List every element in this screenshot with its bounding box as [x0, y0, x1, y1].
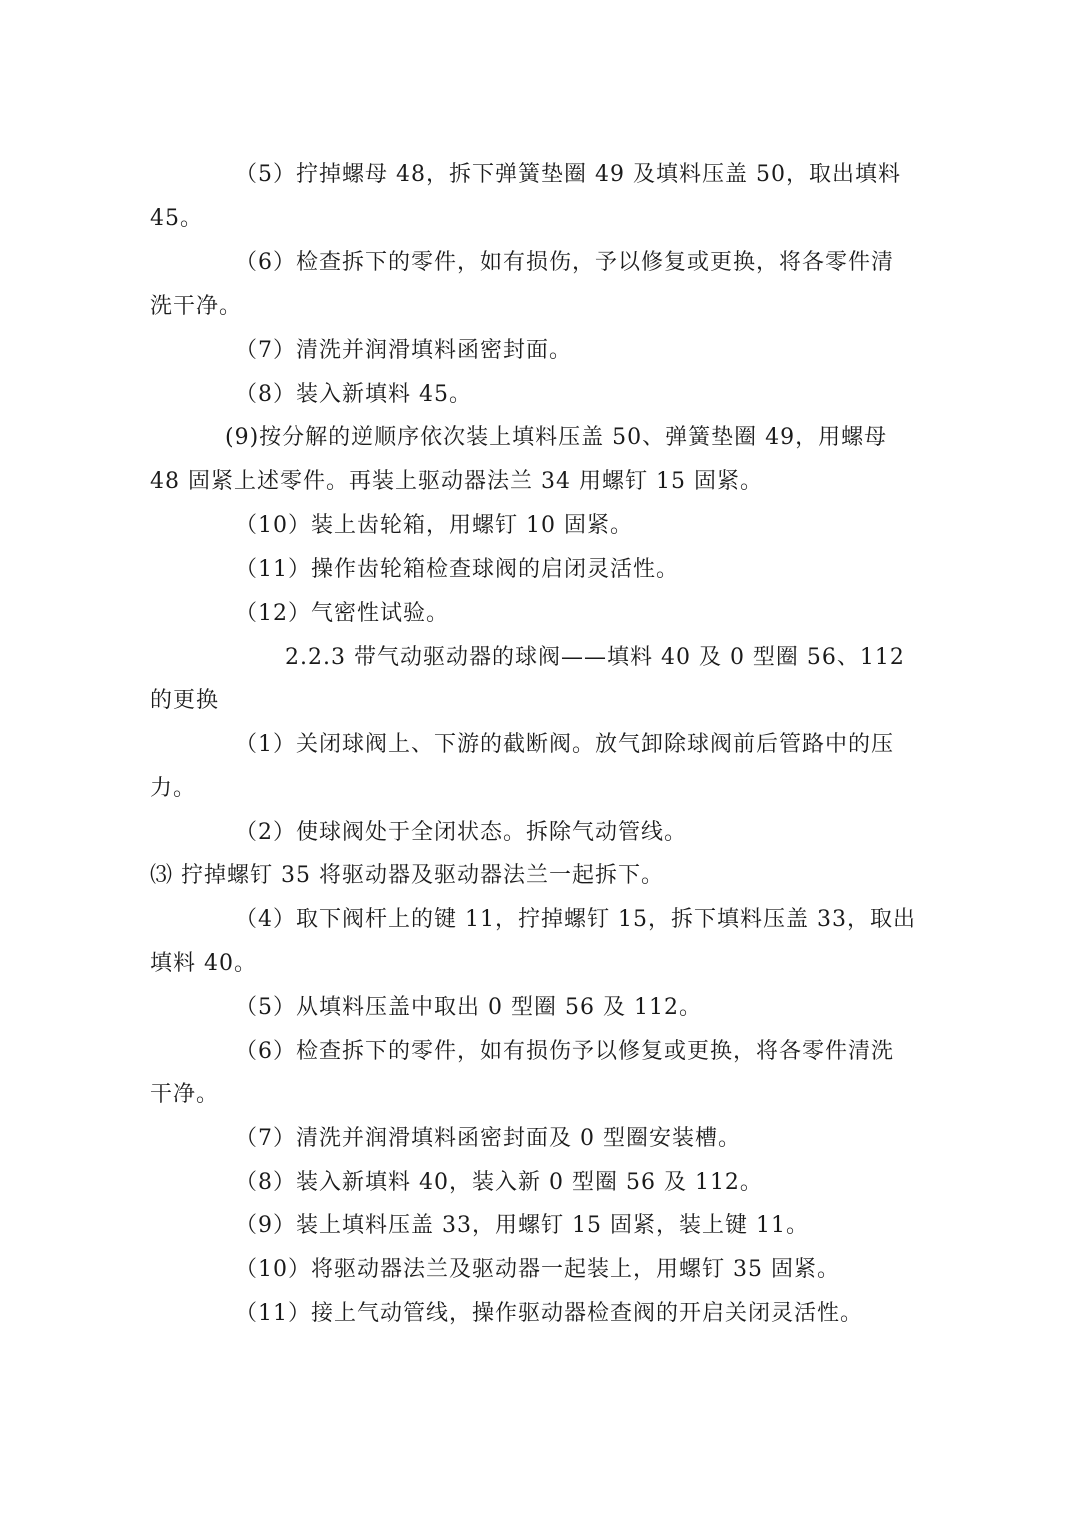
- section-heading-line-1: 2.2.3 带气动驱动器的球阀——填料 40 及 0 型圈 56、112: [285, 645, 905, 670]
- b-step-4-line-2: 填料 40。: [150, 951, 257, 976]
- section-heading-line-2: 的更换: [150, 688, 220, 713]
- step-7-line: （7）清洗并润滑填料函密封面。: [235, 338, 572, 363]
- step-12-line: （12）气密性试验。: [235, 601, 449, 626]
- step-5-line-2: 45。: [150, 206, 203, 231]
- b-step-3-line: ⑶ 拧掉螺钉 35 将驱动器及驱动器法兰一起拆下。: [150, 863, 664, 888]
- step-9-line-2: 48 固紧上述零件。再装上驱动器法兰 34 用螺钉 15 固紧。: [150, 469, 763, 494]
- step-6-line-2: 洗干净。: [150, 294, 243, 319]
- step-9-line-1: (9)按分解的逆顺序依次装上填料压盖 50、弹簧垫圈 49，用螺母: [225, 425, 888, 450]
- b-step-11-line: （11）接上气动管线，操作驱动器检查阀的开启关闭灵活性。: [235, 1301, 863, 1326]
- b-step-7-line: （7）清洗并润滑填料函密封面及 0 型圈安装槽。: [235, 1126, 741, 1151]
- b-step-4-line-1: （4）取下阀杆上的键 11，拧掉螺钉 15，拆下填料压盖 33，取出: [235, 907, 916, 932]
- step-5-line-1: （5）拧掉螺母 48，拆下弹簧垫圈 49 及填料压盖 50，取出填料: [235, 162, 901, 187]
- step-10-line: （10）装上齿轮箱，用螺钉 10 固紧。: [235, 513, 633, 538]
- b-step-1-line-2: 力。: [150, 776, 197, 801]
- step-11-line: （11）操作齿轮箱检查球阀的启闭灵活性。: [235, 557, 679, 582]
- b-step-10-line: （10）将驱动器法兰及驱动器一起装上，用螺钉 35 固紧。: [235, 1257, 840, 1282]
- b-step-6-line-1: （6）检查拆下的零件，如有损伤予以修复或更换，将各零件清洗: [235, 1039, 894, 1064]
- step-8-line: （8）装入新填料 45。: [235, 382, 472, 407]
- b-step-8-line: （8）装入新填料 40，装入新 0 型圈 56 及 112。: [235, 1170, 763, 1195]
- b-step-6-line-2: 干净。: [150, 1082, 220, 1107]
- b-step-5-line: （5）从填料压盖中取出 0 型圈 56 及 112。: [235, 995, 702, 1020]
- step-6-line-1: （6）检查拆下的零件，如有损伤，予以修复或更换，将各零件清: [235, 250, 894, 275]
- b-step-9-line: （9）装上填料压盖 33，用螺钉 15 固紧，装上键 11。: [235, 1213, 809, 1238]
- b-step-1-line-1: （1）关闭球阀上、下游的截断阀。放气卸除球阀前后管路中的压: [235, 732, 894, 757]
- b-step-2-line: （2）使球阀处于全闭状态。拆除气动管线。: [235, 820, 687, 845]
